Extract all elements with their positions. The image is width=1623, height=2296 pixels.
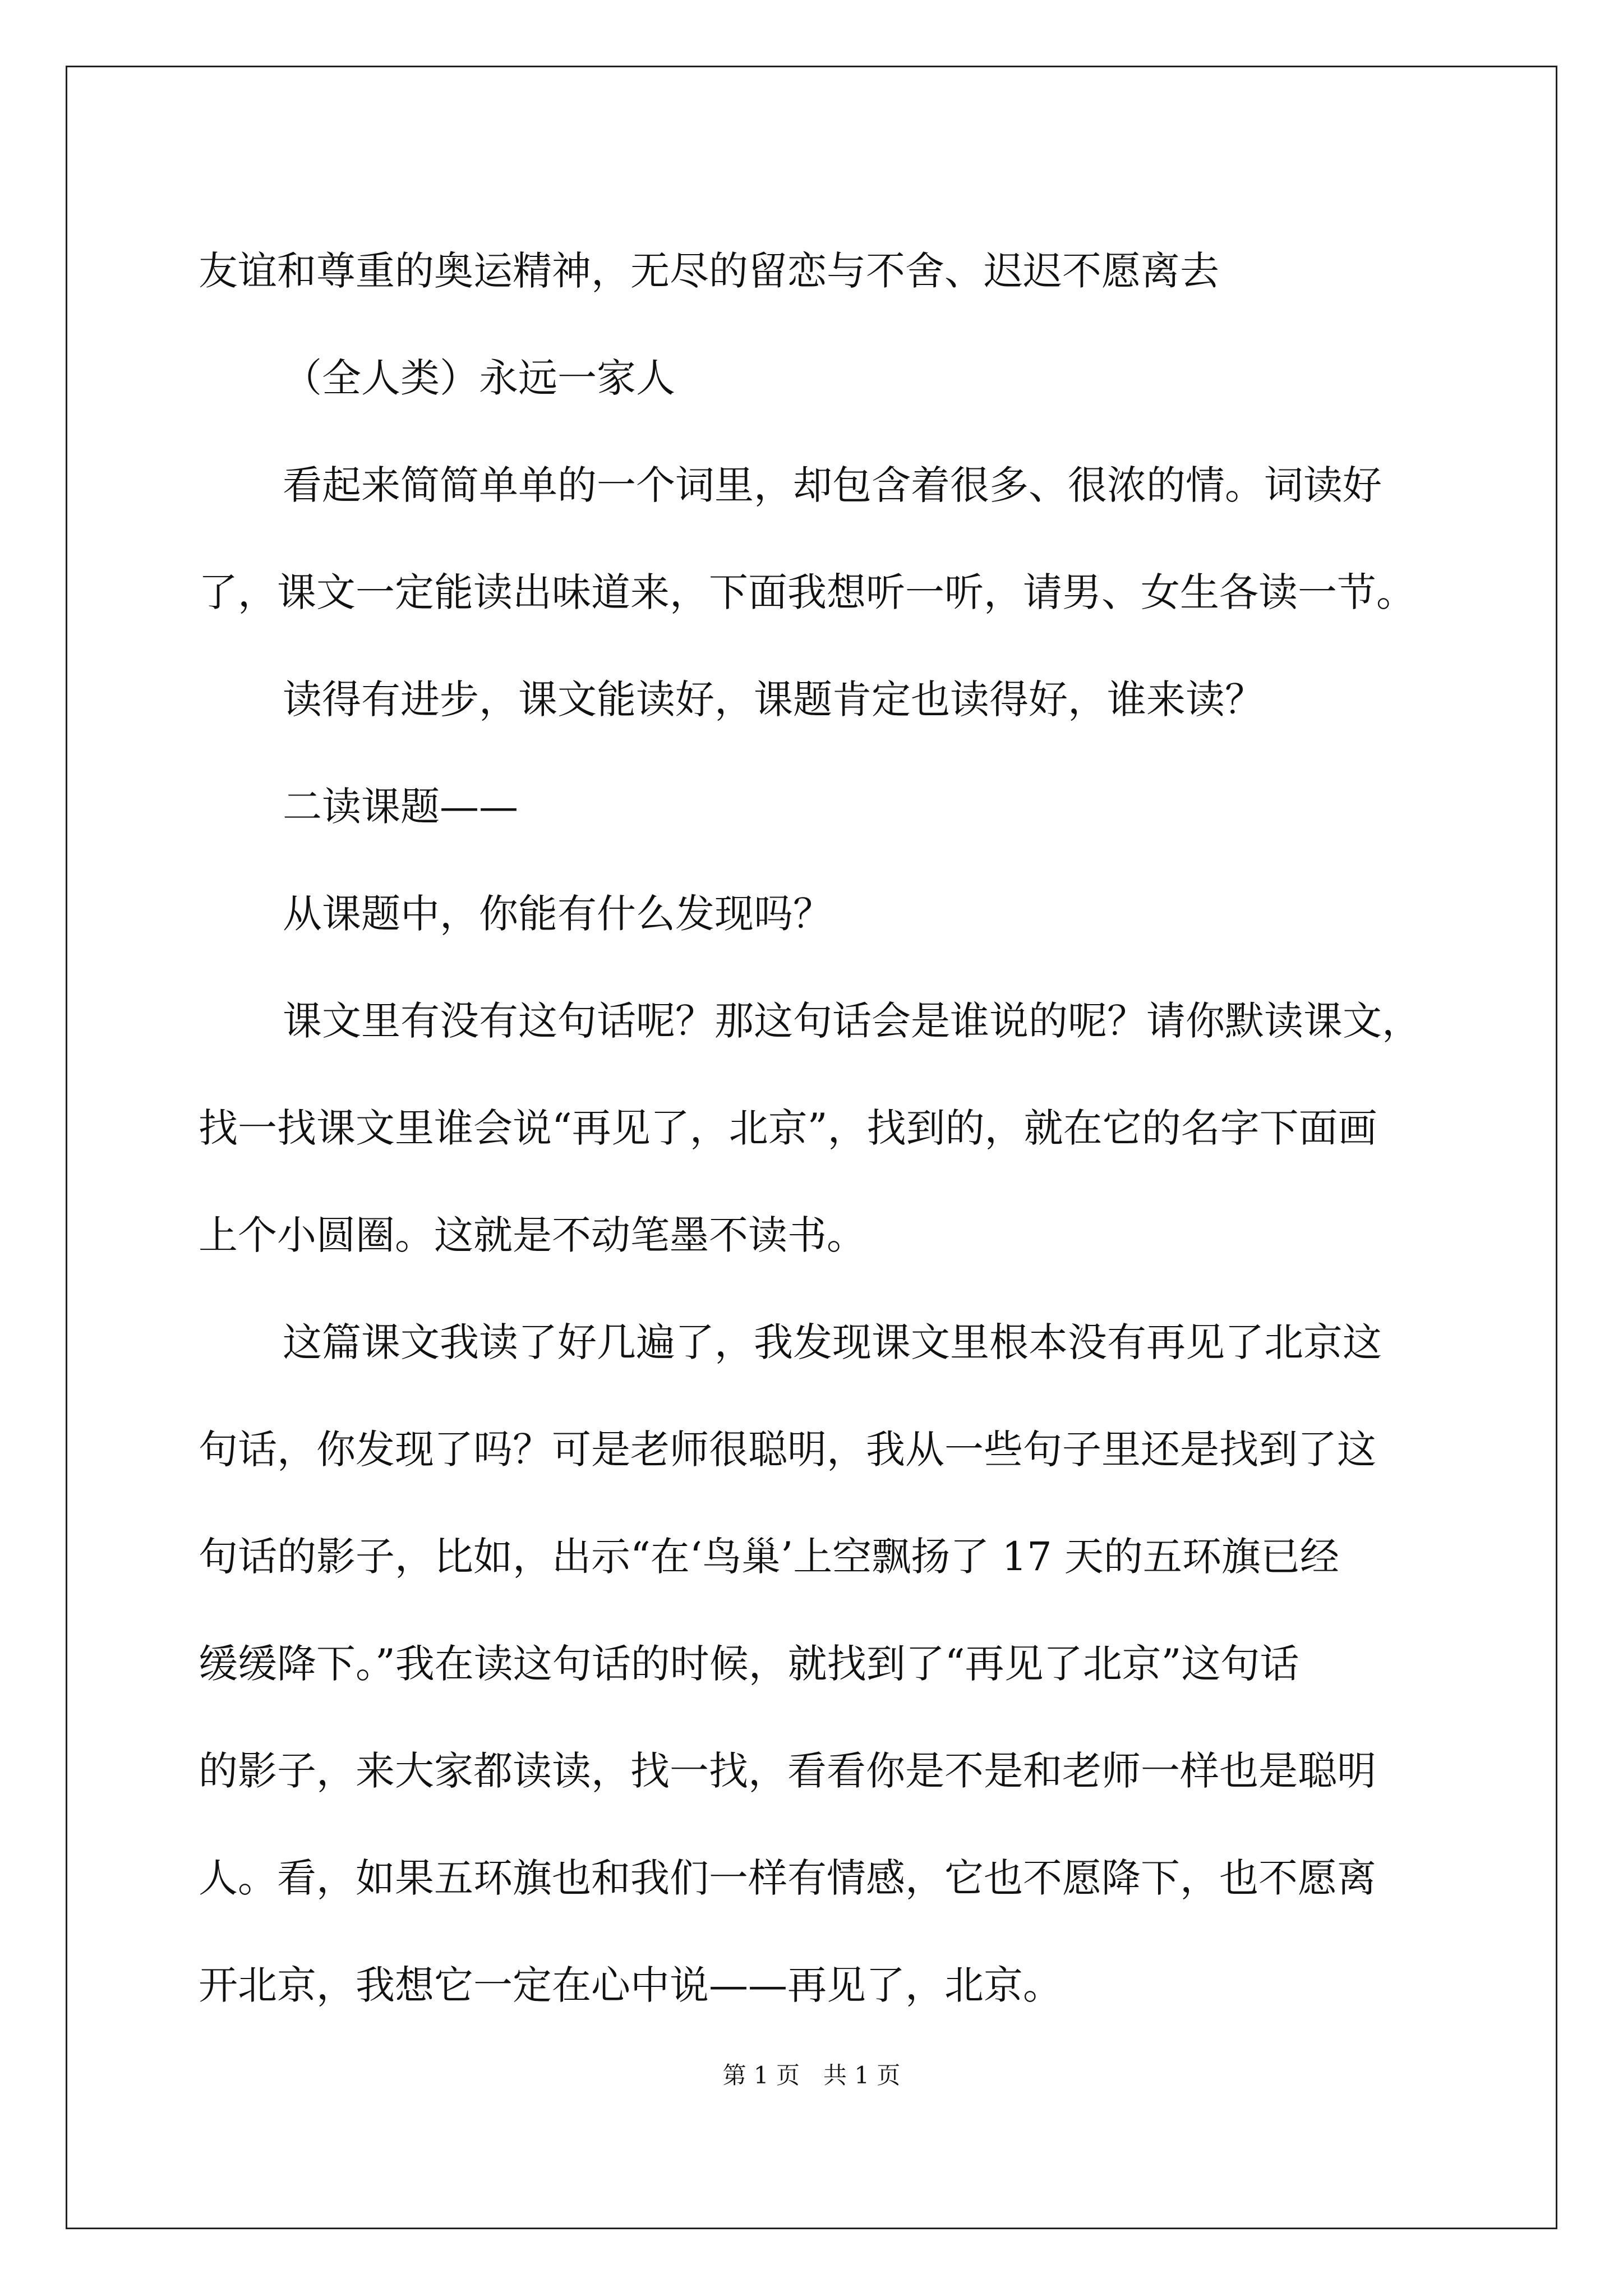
paragraph-line: 读得有进步，课文能读好，课题肯定也读得好，谁来读？ — [283, 677, 1264, 723]
paragraph-line: 了，课文一定能读出味道来，下面我想听一听，请男、女生各读一节。 — [199, 569, 1415, 615]
document-body — [199, 218, 1488, 2039]
paragraph-line: 开北京，我想它一定在心中说——再见了，北京。 — [199, 1962, 1062, 2008]
paragraph-line: 看起来简简单单的一个词里，却包含着很多、很浓的情。词读好 — [283, 462, 1382, 508]
paragraph-line: 缓缓降下。”我在读这句话的时候，就找到了“再见了北京”这句话 — [199, 1641, 1299, 1687]
paragraph-line: 的影子，来大家都读读，找一找，看看你是不是和老师一样也是聪明 — [199, 1748, 1376, 1794]
paragraph-line: 从课题中，你能有什么发现吗？ — [283, 891, 832, 937]
paragraph-line: 这篇课文我读了好几遍了，我发现课文里根本没有再见了北京这 — [283, 1319, 1382, 1365]
paragraph-line: 找一找课文里谁会说“再见了，北京”，找到的，就在它的名字下面画 — [199, 1105, 1377, 1151]
paragraph-line: 句话，你发现了吗？可是老师很聪明，我从一些句子里还是找到了这 — [199, 1427, 1376, 1473]
paragraph-line: 句话的影子，比如，出示“在‘鸟巢’上空飘扬了 17 天的五环旗已经 — [199, 1534, 1339, 1580]
paragraph-line: 人。看，如果五环旗也和我们一样有情感，它也不愿降下，也不愿离 — [199, 1855, 1376, 1901]
paragraph-line: 课文里有没有这句话呢？那这句话会是谁说的呢？请你默读课文， — [283, 998, 1421, 1044]
paragraph-line: 二读课题—— — [283, 784, 518, 830]
paragraph-line: （全人类）永远一家人 — [283, 355, 675, 401]
paragraph-line: 友谊和尊重的奥运精神，无尽的留恋与不舍、迟迟不愿离去 — [199, 248, 1219, 294]
paragraph-line: 上个小圆圈。这就是不动笔墨不读书。 — [199, 1212, 866, 1258]
page-number-footer: 第 1 页 共 1 页 — [722, 2062, 901, 2089]
